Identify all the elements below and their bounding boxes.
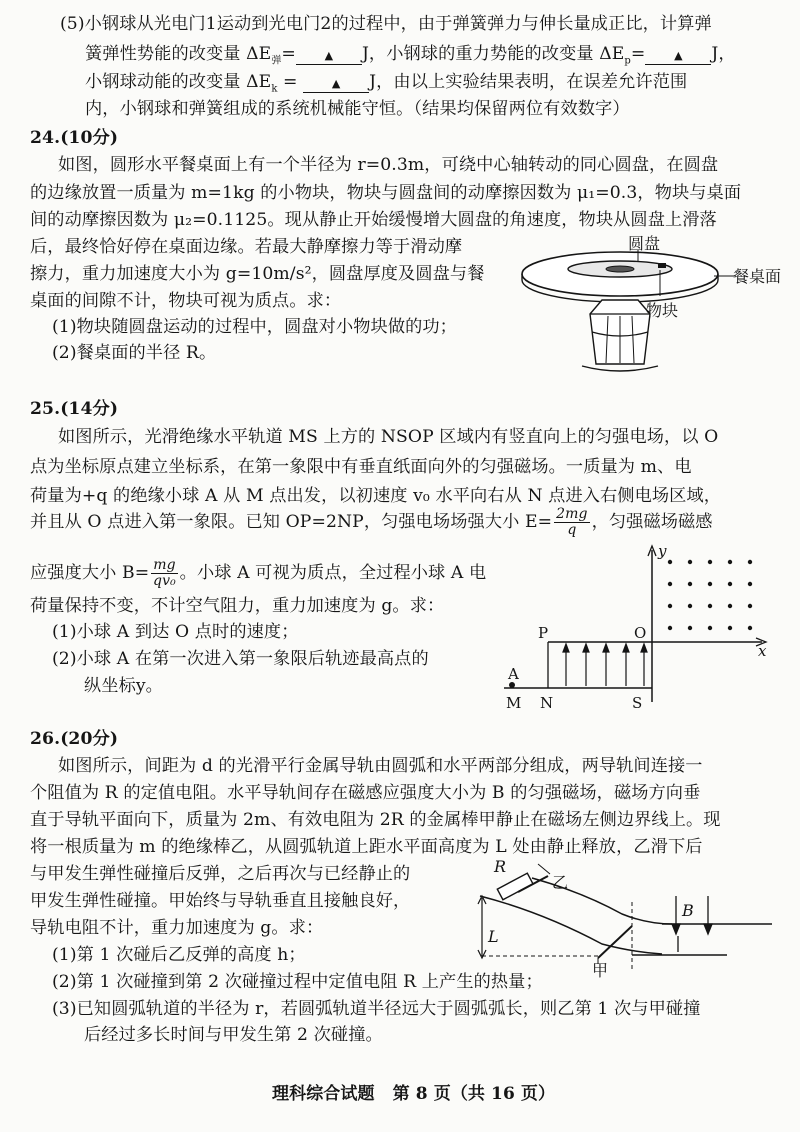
q25-heading: 25.(14分) [30, 399, 119, 419]
point-label-A: A [508, 665, 519, 683]
q25-subquestion-2-cont: 纵坐标y。 [84, 676, 163, 696]
answer-blank-elastic[interactable]: ▲ [296, 48, 362, 65]
q24-line-5: 擦力，重力加速度大小为 g=10m/s²，圆盘厚度及圆盘与餐 [30, 264, 485, 284]
q25-subquestion-2: (2)小球 A 在第一次进入第一象限后轨迹最高点的 [52, 649, 429, 669]
q25-line-4: 并且从 O 点进入第一象限。已知 OP=2NP，匀强电场场强大小 E= $\frac{2mg}{q}$ ，匀强磁场磁感 [30, 506, 713, 538]
point-label-M: M [506, 694, 522, 712]
q26-line-3: 直于导轨平面向下，质量为 2m、有效电阻为 2R 的金属棒甲静止在磁场左侧边界线上。现 [30, 810, 721, 830]
q26-figure-rails [472, 852, 782, 980]
q24-heading: 24.(10分) [30, 128, 119, 148]
q25-line-5: 应强度大小 B= $\frac{mg}{\text{qv₀}}$ 。小球 A 可视为质点，全过程小球 A 电 [30, 557, 487, 589]
label-disk: 圆盘 [628, 234, 661, 253]
fraction-E: $\frac{2mg}{q}$ [556, 506, 588, 538]
fraction-B: $\frac{mg}{\text{qv₀}}$ [153, 557, 176, 589]
q26-heading: 26.(20分) [30, 729, 119, 749]
q26-line-6: 甲发生弹性碰撞。甲始终与导轨垂直且接触良好， [30, 891, 411, 911]
q23-line-2: 簧弹性势能的改变量 $\Delta E_弹=$ ▲ J，小钢球的重力势能的改变量 $\Delta E_p=$ ▲ J， [85, 44, 736, 67]
point-label-N: N [540, 694, 554, 712]
label-height-L: L [488, 927, 499, 946]
page-footer: 理科综合试题 第 8 页（共 16 页） [272, 1084, 556, 1104]
q25-line-3: 荷量为+q 的绝缘小球 A 从 M 点出发，以初速度 v₀ 水平向右从 N 点进入右侧电场区域， [30, 486, 722, 506]
label-rod-yi: 乙 [552, 873, 569, 892]
q26-line-2: 个阻值为 R 的定值电阻。水平导轨间存在磁感应强度大小为 B 的匀强磁场，磁场方向垂 [30, 783, 701, 803]
q26-line-5: 与甲发生弹性碰撞后反弹，之后再次与已经静止的 [30, 864, 411, 884]
q25-line-6: 荷量保持不变，不计空气阻力，重力加速度为 g。求： [30, 596, 445, 616]
q26-subquestion-3-cont: 后经过多长时间与甲发生第 2 次碰撞。 [84, 1025, 383, 1045]
label-block: 物块 [646, 301, 679, 320]
q24-line-3: 间的动摩擦因数为 μ₂=0.1125。现从静止开始缓慢增大圆盘的角速度，物块从圆盘上滑落 [30, 210, 717, 230]
label-field-B: B [682, 901, 694, 920]
q24-subquestion-2: (2)餐桌面的半径 R。 [52, 343, 217, 363]
q26-line-4: 将一根质量为 m 的绝缘棒乙，从圆弧轨道上距水平面高度为 L 处由静止释放，乙滑下后 [30, 837, 703, 857]
label-table: 餐桌面 [733, 267, 782, 286]
point-label-P: P [538, 624, 549, 642]
q25-figure-fields [490, 542, 770, 742]
answer-blank-gravity[interactable]: ▲ [645, 48, 711, 65]
q25-line-1: 如图所示，光滑绝缘水平轨道 MS 上方的 NSOP 区域内有竖直向上的匀强电场，以 O [58, 427, 719, 447]
axis-label-y: y [658, 542, 667, 560]
axis-label-x: x [758, 642, 767, 660]
q24-line-1: 如图，圆形水平餐桌面上有一个半径为 r=0.3m，可绕中心轴转动的同心圆盘，在圆盘 [58, 155, 719, 175]
q26-line-7: 导轨电阻不计，重力加速度为 g。求： [30, 918, 324, 938]
point-label-O: O [634, 624, 647, 642]
q26-subquestion-2: (2)第 1 次碰撞到第 2 次碰撞过程中定值电阻 R 上产生的热量； [52, 972, 543, 992]
q24-figure-table [520, 236, 790, 376]
label-resistor-R: R [494, 857, 507, 876]
q25-subquestion-1: (1)小球 A 到达 O 点时的速度； [52, 622, 299, 642]
q24-line-6: 桌面的间隙不计，物块可视为质点。求： [30, 291, 342, 311]
point-label-S: S [632, 694, 643, 712]
answer-blank-kinetic[interactable]: ▲ [303, 76, 369, 93]
q24-line-4: 后，最终恰好停在桌面边缘。若最大静摩擦力等于滑动摩 [30, 237, 463, 257]
label-rod-jia: 甲 [592, 961, 609, 980]
q26-line-1: 如图所示，间距为 d 的光滑平行金属导轨由圆弧和水平两部分组成，两导轨间连接一 [58, 756, 703, 776]
q24-line-2: 的边缘放置一质量为 m=1kg 的小物块，物块与圆盘间的动摩擦因数为 μ₁=0.3，物块与桌面 [30, 183, 742, 203]
q24-subquestion-1: (1)物块随圆盘运动的过程中，圆盘对小物块做的功； [52, 317, 457, 337]
q26-subquestion-3: (3)已知圆弧轨道的半径为 r，若圆弧轨道半径远大于圆弧弧长，则乙第 1 次与甲碰撞 [52, 999, 701, 1019]
q23-line-1: (5)小钢球从光电门1运动到光电门2的过程中，由于弹簧弹力与伸长量成正比，计算弹 [60, 14, 712, 34]
q26-subquestion-1: (1)第 1 次碰后乙反弹的高度 h； [52, 945, 306, 965]
q23-line-3: 小钢球动能的改变量 $\Delta E_k$ = ▲ J，由以上实验结果表明，在误差允许范围 [85, 72, 688, 95]
q23-line-4: 内，小钢球和弹簧组成的系统机械能守恒。（结果均保留两位有效数字） [85, 99, 630, 119]
q25-line-2: 点为坐标原点建立坐标系，在第一象限中有垂直纸面向外的匀强磁场。一质量为 m、电 [30, 457, 692, 477]
